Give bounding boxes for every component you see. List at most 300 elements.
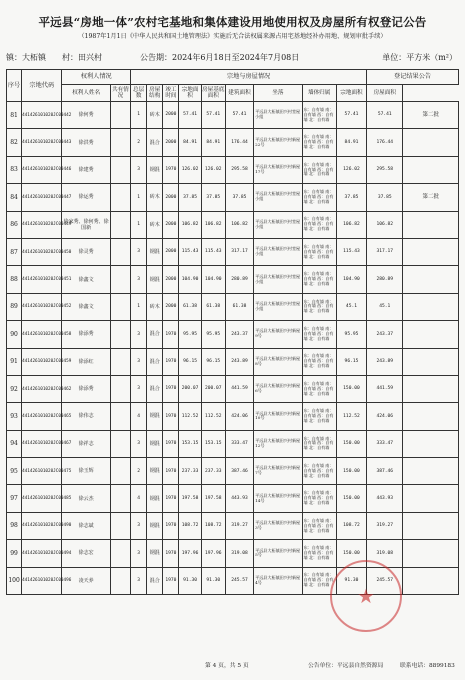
cell-note: 第二批 bbox=[403, 184, 459, 211]
cell-wall: 东：自有墙 南：自有墙 西：自有墙 北：自有墙 bbox=[302, 512, 336, 539]
cell-land-area: 197.58 bbox=[179, 485, 201, 512]
cell-land-area: 112.52 bbox=[179, 403, 201, 430]
cell-result-land: 150.00 bbox=[336, 458, 366, 485]
cell-name: 凌天养 bbox=[62, 567, 110, 594]
table-row bbox=[7, 430, 459, 457]
cell-floors: 3 bbox=[131, 512, 147, 539]
cell-location: 平远县大柘镇田兴村新屋5号 bbox=[254, 540, 302, 567]
cell-seq: 89 bbox=[7, 293, 22, 320]
table-row bbox=[7, 211, 459, 238]
cell-name: 徐玉辉 bbox=[62, 458, 110, 485]
cell-year: 2000 bbox=[163, 293, 179, 320]
cell-name: 徐祥志 bbox=[62, 430, 110, 457]
cell-structure: 砖木 bbox=[147, 211, 163, 238]
cell-year: 1970 bbox=[163, 348, 179, 375]
cell-result-land: 150.00 bbox=[336, 375, 366, 402]
cell-year: 1970 bbox=[163, 567, 179, 594]
header-structure: 房屋结构 bbox=[147, 85, 163, 102]
cell-wall: 东：自有墙 南：自有墙 西：自有墙 北：自有墙 bbox=[302, 403, 336, 430]
cell-location: 平远县大柘镇田兴村新屋7号 bbox=[254, 458, 302, 485]
cell-base-area: 95.95 bbox=[201, 321, 225, 348]
header-result-group: 登记结果公告 bbox=[367, 70, 459, 85]
cell-note bbox=[403, 348, 459, 375]
cell-wall: 东：自有墙 南：自有墙 西：自有墙 北：自有墙 bbox=[302, 156, 336, 183]
cell-location: 平远县大柘镇田兴村堂屋小组 bbox=[254, 102, 302, 129]
header-land-area: 宗地面积 bbox=[179, 85, 201, 102]
cell-structure: 钢混 bbox=[147, 540, 163, 567]
cell-base-area: 112.52 bbox=[201, 403, 225, 430]
cell-location: 平远县大柘镇田兴村新屋14号 bbox=[254, 485, 302, 512]
cell-floors: 3 bbox=[131, 375, 147, 402]
cell-note bbox=[403, 156, 459, 183]
cell-location: 平远县大柘镇田兴村新屋12号 bbox=[254, 430, 302, 457]
header-build-area: 建筑面积 bbox=[225, 85, 253, 102]
cell-result-land: 57.41 bbox=[336, 102, 366, 129]
cell-result-land: 95.95 bbox=[336, 321, 366, 348]
registration-table bbox=[6, 69, 459, 595]
table-row bbox=[7, 512, 459, 539]
cell-base-area: 91.30 bbox=[201, 567, 225, 594]
cell-note bbox=[403, 238, 459, 265]
cell-location: 平远县大柘镇田兴村新屋17号 bbox=[254, 156, 302, 183]
cell-result-build: 106.82 bbox=[367, 211, 403, 238]
cell-code: 441426101020JC00443 bbox=[22, 129, 62, 156]
cell-year: 2000 bbox=[163, 184, 179, 211]
cell-structure: 混合 bbox=[147, 375, 163, 402]
cell-result-build: 319.27 bbox=[367, 512, 403, 539]
cell-result-land: 106.82 bbox=[336, 211, 366, 238]
cell-note bbox=[403, 430, 459, 457]
cell-wall: 东：自有墙 南：自有墙 西：自有墙 北：自有墙 bbox=[302, 211, 336, 238]
cell-year: 2000 bbox=[163, 238, 179, 265]
cell-name: 徐鑫文 bbox=[62, 293, 110, 320]
table-row bbox=[7, 238, 459, 265]
cell-code: 441426101020JC00459 bbox=[22, 348, 62, 375]
cell-floors: 3 bbox=[131, 321, 147, 348]
cell-note bbox=[403, 485, 459, 512]
cell-location: 平远县大柘镇田兴村堂屋小组 bbox=[254, 184, 302, 211]
cell-code: 441426101020JC00494 bbox=[22, 540, 62, 567]
cell-year: 1970 bbox=[163, 458, 179, 485]
cell-wall: 东：自有墙 南：自有墙 西：自有墙 北：自有墙 bbox=[302, 238, 336, 265]
cell-structure: 砖木 bbox=[147, 293, 163, 320]
header-year: 竣工时间 bbox=[163, 85, 179, 102]
table-row bbox=[7, 485, 459, 512]
cell-base-area: 37.85 bbox=[201, 184, 225, 211]
cell-year: 1970 bbox=[163, 485, 179, 512]
cell-base-area: 57.41 bbox=[201, 102, 225, 129]
cell-build-area: 441.59 bbox=[225, 375, 253, 402]
cell-result-build: 280.89 bbox=[367, 266, 403, 293]
cell-land-area: 200.07 bbox=[179, 375, 201, 402]
cell-floors: 1 bbox=[131, 102, 147, 129]
cell-code: 441426101020JC00485 bbox=[22, 485, 62, 512]
header-house-group: 宗地与房屋情况 bbox=[131, 70, 367, 85]
header-base-area: 房屋基底面积 bbox=[201, 85, 225, 102]
header-floors: 总层数 bbox=[131, 85, 147, 102]
meta-village: 村：田兴村 bbox=[62, 53, 102, 62]
cell-structure: 混合 bbox=[147, 129, 163, 156]
cell-seq: 93 bbox=[7, 403, 22, 430]
cell-base-area: 104.90 bbox=[201, 266, 225, 293]
cell-build-area: 243.89 bbox=[225, 348, 253, 375]
cell-code: 441426101020JC00449 bbox=[22, 211, 62, 238]
cell-base-area: 61.38 bbox=[201, 293, 225, 320]
cell-result-land: 37.85 bbox=[336, 184, 366, 211]
cell-location: 平远县大柘镇田兴村堂屋小组 bbox=[254, 238, 302, 265]
cell-floors: 2 bbox=[131, 458, 147, 485]
cell-code: 441426101020JC00442 bbox=[22, 102, 62, 129]
cell-floors: 1 bbox=[131, 211, 147, 238]
cell-result-build: 317.17 bbox=[367, 238, 403, 265]
cell-co-owner bbox=[110, 238, 130, 265]
cell-co-owner bbox=[110, 348, 130, 375]
cell-result-build: 319.08 bbox=[367, 540, 403, 567]
cell-build-area: 280.89 bbox=[225, 266, 253, 293]
cell-co-owner bbox=[110, 567, 130, 594]
cell-wall: 东：自有墙 南：自有墙 西：自有墙 北：自有墙 bbox=[302, 129, 336, 156]
cell-build-area: 319.08 bbox=[225, 540, 253, 567]
cell-year: 2000 bbox=[163, 211, 179, 238]
cell-year: 2000 bbox=[163, 266, 179, 293]
cell-base-area: 126.02 bbox=[201, 156, 225, 183]
cell-result-land: 150.00 bbox=[336, 430, 366, 457]
cell-note: 第二批 bbox=[403, 102, 459, 129]
cell-code: 441426101020JC00450 bbox=[22, 238, 62, 265]
table-row bbox=[7, 184, 459, 211]
cell-name: 徐运秀 bbox=[62, 184, 110, 211]
cell-floors: 2 bbox=[131, 129, 147, 156]
cell-floors: 1 bbox=[131, 184, 147, 211]
table-row bbox=[7, 540, 459, 567]
cell-code: 441426101020JC00452 bbox=[22, 293, 62, 320]
cell-note bbox=[403, 458, 459, 485]
cell-build-area: 333.47 bbox=[225, 430, 253, 457]
cell-build-area: 176.44 bbox=[225, 129, 253, 156]
cell-wall: 东：自有墙 南：自有墙 西：自有墙 北：自有墙 bbox=[302, 430, 336, 457]
cell-location: 平远县大柘镇田兴村新屋9号 bbox=[254, 321, 302, 348]
cell-note bbox=[403, 512, 459, 539]
cell-result-build: 243.89 bbox=[367, 348, 403, 375]
cell-structure: 砖木 bbox=[147, 102, 163, 129]
cell-wall: 东：自有墙 南：自有墙 西：自有墙 北：自有墙 bbox=[302, 375, 336, 402]
table-row bbox=[7, 458, 459, 485]
header-co-owner: 共有情况 bbox=[110, 85, 130, 102]
table-row bbox=[7, 102, 459, 129]
cell-result-land: 126.02 bbox=[336, 156, 366, 183]
cell-build-area: 317.17 bbox=[225, 238, 253, 265]
cell-location: 平远县大柘镇田兴村堂屋小组 bbox=[254, 211, 302, 238]
header-result-build: 房屋面积 bbox=[367, 85, 403, 102]
cell-name: 徐添秀 bbox=[62, 375, 110, 402]
cell-code: 441426101020JC00467 bbox=[22, 430, 62, 457]
cell-note bbox=[403, 540, 459, 567]
cell-result-land: 96.15 bbox=[336, 348, 366, 375]
cell-result-build: 295.58 bbox=[367, 156, 403, 183]
cell-build-area: 295.58 bbox=[225, 156, 253, 183]
cell-code: 441426101020JC00462 bbox=[22, 375, 62, 402]
cell-year: 1970 bbox=[163, 375, 179, 402]
cell-note bbox=[403, 403, 459, 430]
cell-co-owner bbox=[110, 403, 130, 430]
cell-location: 平远县大柘镇田兴村新屋4号 bbox=[254, 567, 302, 594]
cell-result-build: 57.41 bbox=[367, 102, 403, 129]
cell-land-area: 237.33 bbox=[179, 458, 201, 485]
footer-page: 第 4 页，共 5 页 bbox=[205, 663, 249, 669]
cell-name: 徐伟志 bbox=[62, 403, 110, 430]
cell-co-owner bbox=[110, 375, 130, 402]
cell-year: 2000 bbox=[163, 102, 179, 129]
cell-build-area: 319.27 bbox=[225, 512, 253, 539]
cell-seq: 88 bbox=[7, 266, 22, 293]
header-result-land: 宗地面积 bbox=[336, 85, 366, 102]
cell-structure: 钢混 bbox=[147, 156, 163, 183]
cell-land-area: 104.90 bbox=[179, 266, 201, 293]
cell-land-area: 61.38 bbox=[179, 293, 201, 320]
cell-wall: 东：自有墙 南：自有墙 西：自有墙 北：自有墙 bbox=[302, 458, 336, 485]
cell-base-area: 197.96 bbox=[201, 540, 225, 567]
cell-co-owner bbox=[110, 512, 130, 539]
cell-land-area: 126.02 bbox=[179, 156, 201, 183]
table-row bbox=[7, 156, 459, 183]
cell-floors: 3 bbox=[131, 238, 147, 265]
cell-co-owner bbox=[110, 458, 130, 485]
cell-wall: 东：自有墙 南：自有墙 西：自有墙 北：自有墙 bbox=[302, 266, 336, 293]
cell-note bbox=[403, 321, 459, 348]
cell-result-land: 115.43 bbox=[336, 238, 366, 265]
cell-land-area: 84.91 bbox=[179, 129, 201, 156]
cell-base-area: 115.43 bbox=[201, 238, 225, 265]
cell-structure: 钢混 bbox=[147, 430, 163, 457]
cell-seq: 97 bbox=[7, 485, 22, 512]
cell-build-area: 61.38 bbox=[225, 293, 253, 320]
cell-land-area: 153.15 bbox=[179, 430, 201, 457]
cell-land-area: 108.72 bbox=[179, 512, 201, 539]
cell-build-area: 387.46 bbox=[225, 458, 253, 485]
cell-co-owner bbox=[110, 321, 130, 348]
cell-result-land: 112.52 bbox=[336, 403, 366, 430]
cell-land-area: 91.30 bbox=[179, 567, 201, 594]
footer-unit: 公告单位：平远县自然资源局 bbox=[308, 663, 384, 669]
cell-structure: 钢混 bbox=[147, 266, 163, 293]
cell-base-area: 84.91 bbox=[201, 129, 225, 156]
cell-floors: 1 bbox=[131, 293, 147, 320]
cell-wall: 东：自有墙 南：自有墙 西：自有墙 北：自有墙 bbox=[302, 184, 336, 211]
cell-floors: 3 bbox=[131, 567, 147, 594]
cell-year: 2000 bbox=[163, 129, 179, 156]
cell-co-owner bbox=[110, 540, 130, 567]
cell-code: 441426101020JC00451 bbox=[22, 266, 62, 293]
cell-result-build: 243.37 bbox=[367, 321, 403, 348]
cell-name: 徐添红 bbox=[62, 348, 110, 375]
cell-name: 徐家秀、徐何秀、徐国新 bbox=[62, 211, 110, 238]
cell-structure: 钢混 bbox=[147, 485, 163, 512]
cell-land-area: 115.43 bbox=[179, 238, 201, 265]
cell-base-area: 153.15 bbox=[201, 430, 225, 457]
cell-location: 平远县大柘镇田兴村堂屋小组 bbox=[254, 293, 302, 320]
cell-seq: 98 bbox=[7, 512, 22, 539]
cell-location: 平远县大柘镇田兴村新屋10号 bbox=[254, 403, 302, 430]
cell-wall: 东：自有墙 南：自有墙 西：自有墙 北：自有墙 bbox=[302, 540, 336, 567]
cell-wall: 东：自有墙 南：自有墙 西：自有墙 北：自有墙 bbox=[302, 348, 336, 375]
cell-code: 441426101020JC00475 bbox=[22, 458, 62, 485]
footer-phone: 联系电话：8899183 bbox=[400, 663, 455, 669]
cell-land-area: 57.41 bbox=[179, 102, 201, 129]
seal-star-icon: ★ bbox=[357, 584, 375, 608]
cell-seq: 83 bbox=[7, 156, 22, 183]
cell-wall: 东：自有墙 南：自有墙 西：自有墙 北：自有墙 bbox=[302, 102, 336, 129]
cell-year: 1970 bbox=[163, 321, 179, 348]
header-name: 权利人姓名 bbox=[62, 85, 110, 102]
cell-seq: 82 bbox=[7, 129, 22, 156]
cell-floors: 3 bbox=[131, 348, 147, 375]
cell-name: 徐志斌 bbox=[62, 512, 110, 539]
cell-structure: 混合 bbox=[147, 348, 163, 375]
cell-result-build: 441.59 bbox=[367, 375, 403, 402]
cell-base-area: 106.82 bbox=[201, 211, 225, 238]
cell-structure: 钢混 bbox=[147, 238, 163, 265]
cell-name: 徐灵秀 bbox=[62, 238, 110, 265]
cell-co-owner bbox=[110, 211, 130, 238]
cell-result-build: 424.06 bbox=[367, 403, 403, 430]
cell-result-land: 91.30 bbox=[336, 567, 366, 594]
cell-result-land: 150.00 bbox=[336, 485, 366, 512]
cell-code: 441426101020JC00496 bbox=[22, 567, 62, 594]
cell-name: 徐添秀 bbox=[62, 321, 110, 348]
cell-note bbox=[403, 567, 459, 594]
cell-result-land: 108.72 bbox=[336, 512, 366, 539]
cell-result-build: 37.85 bbox=[367, 184, 403, 211]
cell-seq: 100 bbox=[7, 567, 22, 594]
cell-result-land: 150.00 bbox=[336, 540, 366, 567]
cell-build-area: 424.06 bbox=[225, 403, 253, 430]
cell-floors: 3 bbox=[131, 266, 147, 293]
cell-co-owner bbox=[110, 102, 130, 129]
cell-floors: 4 bbox=[131, 403, 147, 430]
cell-location: 平远县大柘镇田兴村堂屋小组 bbox=[254, 266, 302, 293]
cell-co-owner bbox=[110, 184, 130, 211]
table-row bbox=[7, 348, 459, 375]
cell-floors: 4 bbox=[131, 485, 147, 512]
cell-seq: 94 bbox=[7, 430, 22, 457]
cell-floors: 3 bbox=[131, 430, 147, 457]
cell-build-area: 106.82 bbox=[225, 211, 253, 238]
table-row bbox=[7, 266, 459, 293]
table-row bbox=[7, 375, 459, 402]
table-row bbox=[7, 321, 459, 348]
meta-unit: 单位：平方米（m²） bbox=[382, 53, 457, 62]
cell-wall: 东：自有墙 南：自有墙 西：自有墙 北：自有墙 bbox=[302, 293, 336, 320]
cell-note bbox=[403, 293, 459, 320]
table-row bbox=[7, 403, 459, 430]
cell-name: 徐何秀 bbox=[62, 102, 110, 129]
meta-period: 公告期：2024年6月18日至2024年7月08日 bbox=[140, 53, 300, 62]
header-code: 宗地代码 bbox=[22, 70, 62, 102]
cell-year: 1970 bbox=[163, 540, 179, 567]
cell-build-area: 57.41 bbox=[225, 102, 253, 129]
cell-co-owner bbox=[110, 266, 130, 293]
cell-result-build: 443.93 bbox=[367, 485, 403, 512]
cell-note bbox=[403, 375, 459, 402]
header-seq: 序号 bbox=[7, 70, 22, 102]
cell-note bbox=[403, 266, 459, 293]
cell-seq: 86 bbox=[7, 211, 22, 238]
cell-build-area: 245.57 bbox=[225, 567, 253, 594]
cell-name: 徐志宏 bbox=[62, 540, 110, 567]
cell-result-build: 333.47 bbox=[367, 430, 403, 457]
cell-structure: 砖木 bbox=[147, 184, 163, 211]
cell-land-area: 197.96 bbox=[179, 540, 201, 567]
cell-seq: 99 bbox=[7, 540, 22, 567]
cell-structure: 混合 bbox=[147, 321, 163, 348]
cell-result-build: 245.57 bbox=[367, 567, 403, 594]
table-row bbox=[7, 293, 459, 320]
cell-co-owner bbox=[110, 129, 130, 156]
cell-structure: 混合 bbox=[147, 567, 163, 594]
cell-seq: 81 bbox=[7, 102, 22, 129]
cell-result-land: 104.90 bbox=[336, 266, 366, 293]
cell-seq: 90 bbox=[7, 321, 22, 348]
header-wall: 墙体归属 bbox=[302, 85, 336, 102]
meta-town: 镇：大柘镇 bbox=[6, 53, 46, 62]
cell-result-build: 176.44 bbox=[367, 129, 403, 156]
official-seal bbox=[330, 560, 402, 632]
cell-year: 1970 bbox=[163, 403, 179, 430]
cell-year: 1970 bbox=[163, 430, 179, 457]
cell-wall: 东：自有墙 南：自有墙 西：自有墙 北：自有墙 bbox=[302, 567, 336, 594]
table-body bbox=[7, 102, 459, 595]
cell-co-owner bbox=[110, 430, 130, 457]
cell-floors: 3 bbox=[131, 540, 147, 567]
cell-structure: 钢混 bbox=[147, 458, 163, 485]
cell-structure: 钢混 bbox=[147, 403, 163, 430]
page-title: 平远县“房地一体”农村宅基地和集体建设用地使用权及房屋所有权登记公告 bbox=[38, 15, 427, 29]
cell-wall: 东：自有墙 南：自有墙 西：自有墙 北：自有墙 bbox=[302, 485, 336, 512]
cell-seq: 87 bbox=[7, 238, 22, 265]
cell-name: 徐云杰 bbox=[62, 485, 110, 512]
cell-code: 441426101020JC00458 bbox=[22, 321, 62, 348]
cell-base-area: 108.72 bbox=[201, 512, 225, 539]
table-row bbox=[7, 129, 459, 156]
cell-seq: 95 bbox=[7, 458, 22, 485]
cell-location: 平远县大柘镇田兴村新屋22号 bbox=[254, 129, 302, 156]
cell-wall: 东：自有墙 南：自有墙 西：自有墙 北：自有墙 bbox=[302, 321, 336, 348]
cell-result-land: 45.1 bbox=[336, 293, 366, 320]
cell-result-build: 45.1 bbox=[367, 293, 403, 320]
cell-result-land: 84.91 bbox=[336, 129, 366, 156]
header-location: 坐落 bbox=[254, 85, 302, 102]
cell-location: 平远县大柘镇田兴村新屋3号 bbox=[254, 512, 302, 539]
cell-build-area: 243.37 bbox=[225, 321, 253, 348]
cell-name: 徐洪秀 bbox=[62, 129, 110, 156]
cell-base-area: 200.07 bbox=[201, 375, 225, 402]
cell-seq: 91 bbox=[7, 348, 22, 375]
cell-structure: 钢混 bbox=[147, 512, 163, 539]
cell-name: 徐鑫文 bbox=[62, 266, 110, 293]
header-owner-group: 权利人情况 bbox=[62, 70, 131, 85]
cell-code: 441426101020JC00446 bbox=[22, 156, 62, 183]
cell-note bbox=[403, 129, 459, 156]
cell-code: 441426101020JC00490 bbox=[22, 512, 62, 539]
cell-seq: 92 bbox=[7, 375, 22, 402]
page-subtitle: （1987年1月1日《中华人民共和国土地管理法》实施后无合法权属来源占用宅基地经补办用地、规划审批手续） bbox=[78, 33, 387, 40]
cell-land-area: 37.85 bbox=[179, 184, 201, 211]
cell-note bbox=[403, 211, 459, 238]
cell-co-owner bbox=[110, 156, 130, 183]
cell-co-owner bbox=[110, 293, 130, 320]
cell-location: 平远县大柘镇田兴村新屋8号 bbox=[254, 348, 302, 375]
cell-year: 1970 bbox=[163, 512, 179, 539]
